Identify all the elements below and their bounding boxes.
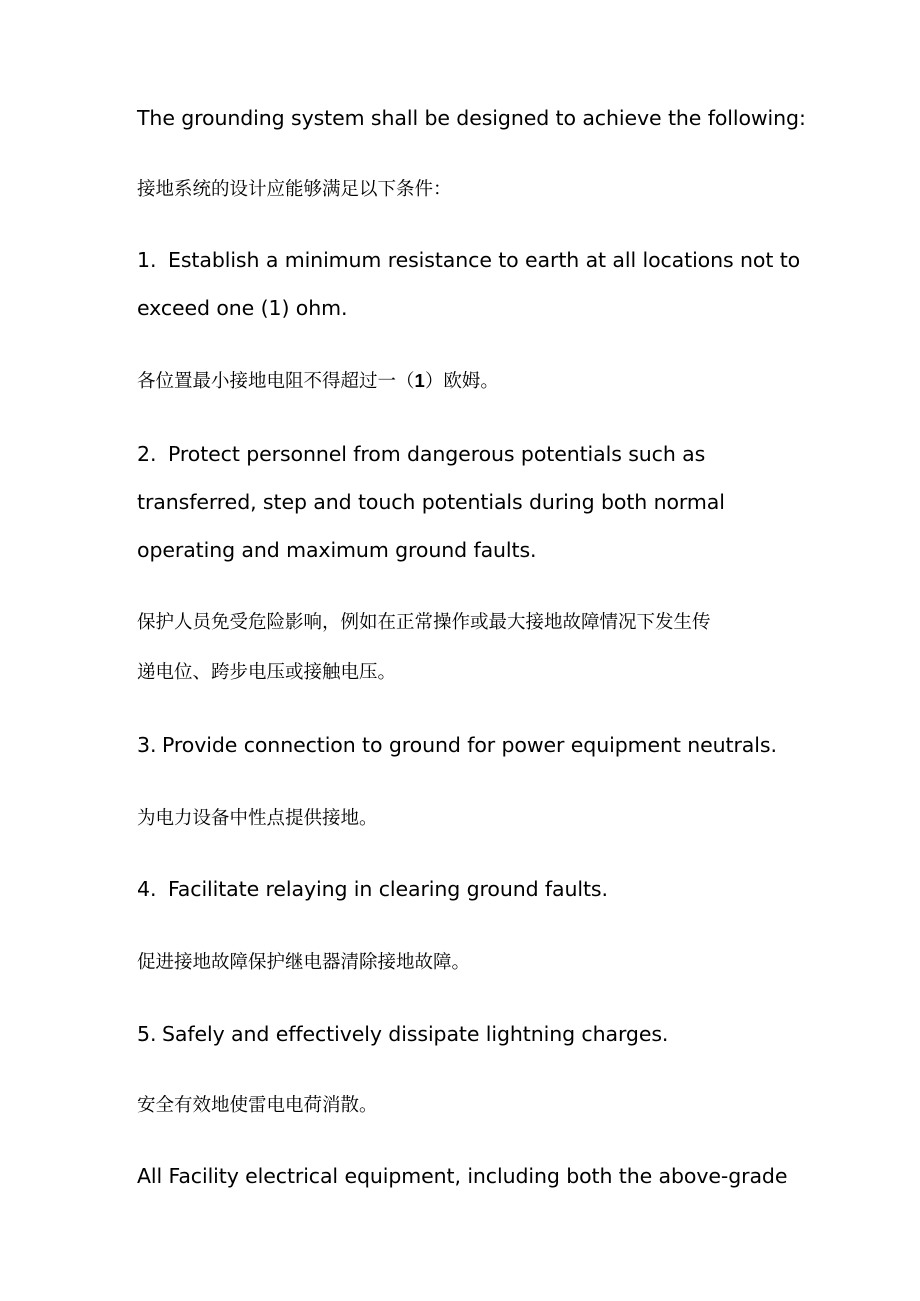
list-item-2-en-line-3: operating and maximum ground faults. <box>137 538 537 562</box>
list-item-2-en-line-2: transferred, step and touch potentials during both normal <box>137 490 725 514</box>
list-item-3-number: 3. <box>137 733 157 757</box>
intro-text-en: The grounding system shall be designed to achieve the following: <box>137 106 806 130</box>
list-item-5-en: 5. Safely and effectively dissipate lightning charges. <box>137 1022 669 1046</box>
list-item-1-en-line-2: exceed one (1) ohm. <box>137 296 348 320</box>
list-item-1-number: 1. <box>137 248 157 272</box>
list-item-1-en-line-1: 1. Establish a minimum resistance to earth at all locations not to <box>137 248 801 272</box>
closing-text-en: All Facility electrical equipment, including both the above-grade <box>137 1164 788 1188</box>
list-item-4-cn: 促进接地故障保护继电器清除接地故障。 <box>137 952 471 973</box>
list-item-4-number: 4. <box>137 877 157 901</box>
list-item-3-cn: 为电力设备中性点提供接地。 <box>137 808 378 829</box>
list-item-2-en-line-1: 2. Protect personnel from dangerous potentials such as <box>137 442 706 466</box>
list-item-2-number: 2. <box>137 442 157 466</box>
list-item-5-cn: 安全有效地使雷电电荷消散。 <box>137 1095 378 1116</box>
list-item-5-number: 5. <box>137 1022 157 1046</box>
list-item-1-cn: 各位置最小接地电阻不得超过一（1）欧姆。 <box>137 370 499 392</box>
intro-text-cn: 接地系统的设计应能够满足以下条件： <box>137 179 452 200</box>
list-item-4-en: 4. Facilitate relaying in clearing ground faults. <box>137 877 608 901</box>
list-item-3-en: 3. Provide connection to ground for power equipment neutrals. <box>137 733 777 757</box>
list-item-2-cn-line-2: 递电位、跨步电压或接触电压。 <box>137 662 397 683</box>
list-item-2-cn-line-1: 保护人员免受危险影响，例如在正常操作或最大接地故障情况下发生传 <box>137 612 711 633</box>
list-item-1-cn-number: 1 <box>414 370 425 391</box>
